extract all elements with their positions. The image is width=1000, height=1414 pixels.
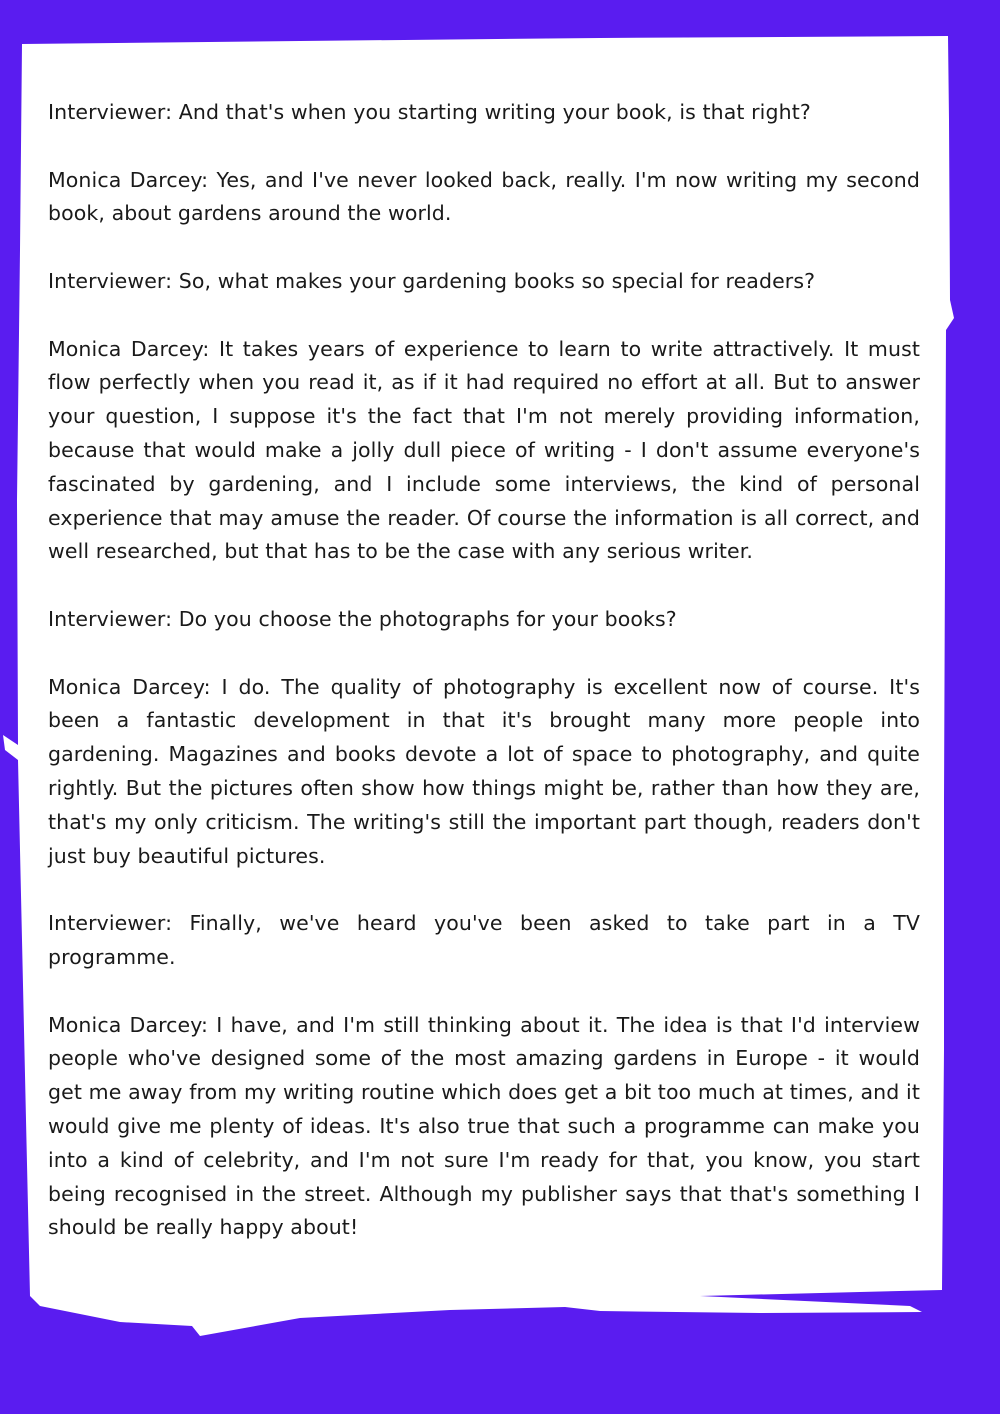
paragraph-monica-answer: Monica Darcey: I have, and I'm still thinking about it. The idea is that I'd interview people who've designed some of the most amazing gardens in Europe - it would get me away from my writing routine which does get a bit too much at times, and it would give me plenty of ideas. It's also true that such a programme can make you into a kind of celebrity, and I'm not sure I'm ready for that, you know, you start being recognised in the street. Although my publisher says that that's something I should be really happy about! xyxy=(48,1012,920,1240)
interview-transcript xyxy=(48,96,920,1245)
paragraph-interviewer-question: Interviewer: Do you choose the photographs for your books? xyxy=(48,606,677,631)
paragraph-monica-answer: Monica Darcey: Yes, and I've never looked back, really. I'm now writing my second book, about gardens around the world. xyxy=(48,167,920,226)
paragraph-monica-answer: Monica Darcey: I do. The quality of photography is excellent now of course. It's been a fantastic development in that it's brought many more people into gardening. Magazines and books devote a lot of space to photography, and quite rightly. But the pictures often show how things might be, rather than how they are, that's my only criticism. The writing's still the important part though, readers don't just buy beautiful pictures. xyxy=(48,674,920,868)
paragraph-interviewer-question: Interviewer: And that's when you starting writing your book, is that right? xyxy=(48,100,811,124)
paragraph-interviewer-question: Interviewer: Finally, we've heard you've been asked to take part in a TV programme. xyxy=(48,911,920,969)
paragraph-interviewer-question: Interviewer: So, what makes your gardening books so special for readers? xyxy=(48,268,816,293)
paragraph-monica-answer: Monica Darcey: It takes years of experience to learn to write attractively. It must flow perfectly when you read it, as if it had required no effort at all. But to answer your question, I suppose it's the fact that I'm not merely providing information, because that would make a jolly dull piece of writing - I don't assume everyone's fascinated by gardening, and I include some interviews, the kind of personal experience that may amuse the reader. Of course the information is all correct, and well researched, but that has to be the case with any serious writer. xyxy=(48,336,920,564)
